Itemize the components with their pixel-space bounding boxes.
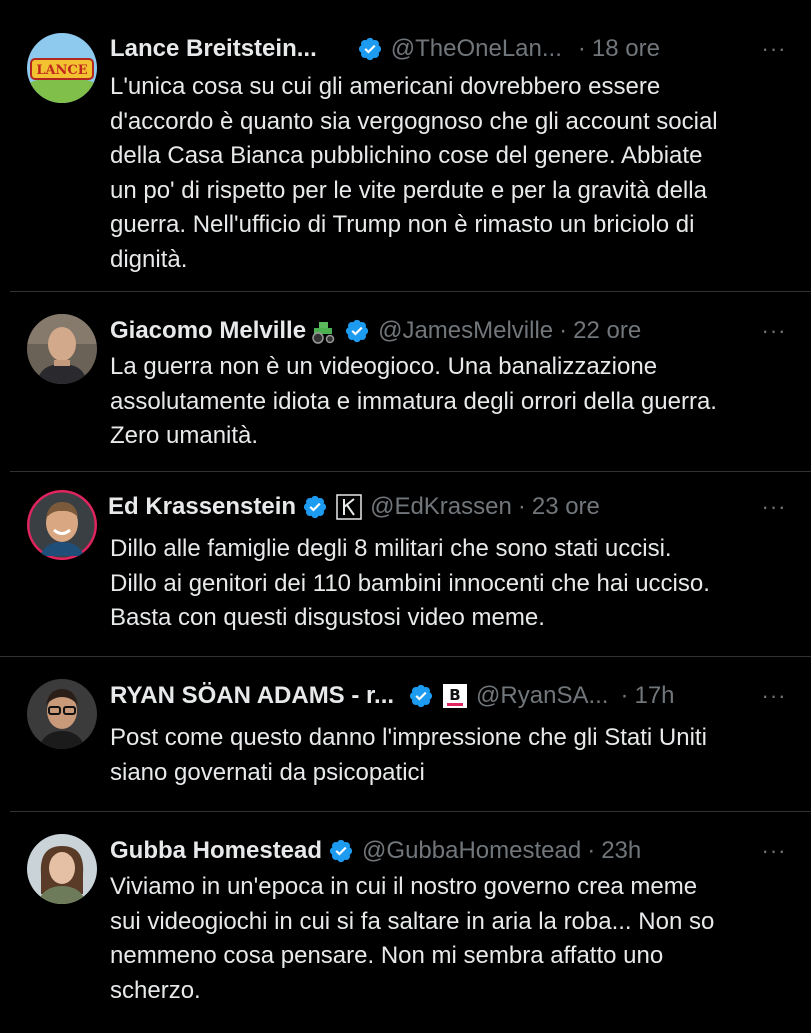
tweet[interactable]	[0, 657, 811, 812]
lance-logo-avatar	[27, 33, 97, 103]
verified-badge-icon[interactable]	[344, 318, 370, 344]
k-logo-badge[interactable]	[336, 494, 362, 520]
avatar[interactable]	[27, 314, 97, 384]
separator-dot: ·	[587, 837, 596, 864]
display-name[interactable]: Lance Breitstein...	[110, 35, 317, 62]
b-logo-badge[interactable]	[442, 683, 468, 709]
tweet[interactable]	[0, 812, 811, 1033]
handle[interactable]: @RyanSA...	[476, 682, 609, 709]
timestamp[interactable]: 18 ore	[591, 35, 660, 62]
display-name[interactable]: Giacomo Melville	[110, 317, 307, 344]
svg-text:B: B	[449, 686, 461, 704]
avatar[interactable]	[27, 33, 97, 103]
more-options-icon[interactable]: ···	[761, 318, 787, 343]
handle[interactable]: @TheOneLan...	[390, 35, 562, 62]
tweet-header	[110, 316, 771, 346]
separator-dot: ·	[620, 682, 629, 709]
tweet-text: La guerra non è un videogioco. Una banalizzazione assolutamente idiota e immatura degli orrori della guerra. Zero umanità.	[110, 353, 717, 449]
timestamp[interactable]: 23 ore	[531, 493, 600, 520]
separator-dot: ·	[577, 35, 586, 62]
verified-badge-icon[interactable]	[357, 36, 383, 62]
tweet-header	[110, 681, 771, 711]
tweet-header	[110, 34, 771, 64]
display-name[interactable]: Gubba Homestead	[110, 837, 323, 864]
avatar[interactable]	[27, 834, 97, 904]
display-name[interactable]: RYAN SÖAN ADAMS - r...	[110, 682, 395, 709]
svg-text:LANCE: LANCE	[36, 63, 88, 78]
handle[interactable]: @EdKrassen	[370, 493, 512, 520]
tweet-text: Viviamo in un'epoca in cui il nostro governo crea meme sui videogiochi in cui si fa saltare in aria la roba... Non so nemmeno cosa pensare. Non mi sembra affatto uno scherzo.	[110, 873, 715, 1004]
tractor-emoji	[308, 318, 338, 344]
more-options-icon[interactable]: ···	[761, 838, 787, 863]
timestamp[interactable]: 23h	[601, 837, 642, 864]
verified-badge-icon[interactable]	[328, 838, 354, 864]
handle[interactable]: @JamesMelville	[378, 317, 554, 344]
tweet-text: L'unica cosa su cui gli americani dovrebbero essere d'accordo è quanto sia vergognoso che gli account social della Casa Bianca pubblichino cose del genere. Abbiate un po' di rispetto per le vite perdute e per la gravità della guerra. Nell'ufficio di Trump non è rimasto un briciolo di dignità.	[110, 73, 718, 273]
man-smiling-avatar	[27, 490, 97, 560]
handle[interactable]: @GubbaHomestead	[362, 837, 582, 864]
tweet-text: Dillo alle famiglie degli 8 militari che sono stati uccisi. Dillo ai genitori dei 110 bambini innocenti che hai ucciso. Basta con questi disgustosi video meme.	[110, 535, 710, 631]
avatar[interactable]	[27, 679, 97, 749]
verified-badge-icon[interactable]	[408, 683, 434, 709]
display-name[interactable]: Ed Krassenstein	[108, 493, 297, 520]
more-options-icon[interactable]: ···	[761, 36, 787, 61]
tweet[interactable]	[0, 472, 811, 656]
man-glasses-avatar	[27, 679, 97, 749]
tweet-header	[110, 836, 771, 866]
man-bald-avatar	[27, 314, 97, 384]
separator-dot: ·	[559, 317, 568, 344]
tweet[interactable]	[0, 292, 811, 472]
tweet[interactable]	[0, 0, 811, 292]
avatar[interactable]	[27, 490, 97, 560]
more-options-icon[interactable]: ···	[761, 683, 787, 708]
tweet-header	[110, 492, 771, 522]
tweet-text: Post come questo danno l'impressione che gli Stati Uniti siano governati da psicopatici	[110, 724, 707, 786]
verified-badge-icon[interactable]	[302, 494, 328, 520]
woman-avatar	[27, 834, 97, 904]
more-options-icon[interactable]: ···	[761, 494, 787, 519]
timestamp[interactable]: 22 ore	[573, 317, 642, 344]
timestamp[interactable]: 17h	[634, 682, 675, 709]
separator-dot: ·	[517, 493, 526, 520]
